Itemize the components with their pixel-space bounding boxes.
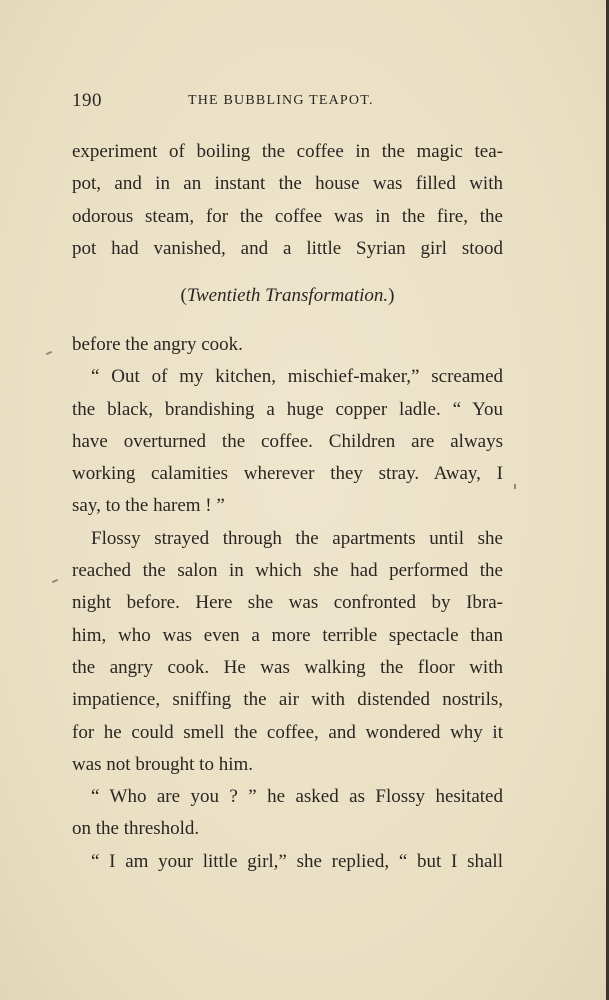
text-line: before the angry cook.	[72, 334, 243, 355]
page-header	[72, 90, 502, 116]
page-number: 190	[72, 90, 102, 111]
caption-close-paren: )	[388, 285, 395, 306]
text-line: for he could smell the coffee, and wondered why it	[72, 721, 503, 743]
text-line: pot had vanished, and a little Syrian girl stood	[72, 237, 503, 259]
text-line: odorous steam, for the coffee was in the fire, the	[72, 205, 503, 227]
caption-open-paren: (	[180, 285, 187, 306]
caption-text: Twentieth Transformation.	[186, 285, 389, 306]
text-line: have overturned the coffee. Children are always	[72, 430, 503, 452]
text-line: impatience, sniffing the air with distended nostrils,	[72, 689, 503, 711]
text-line: working calamities wherever they stray. Away, I	[72, 463, 503, 485]
text-line: was not brought to him.	[72, 753, 254, 775]
body-text-top	[72, 136, 503, 265]
text-line: pot, and in an instant the house was filled with	[72, 173, 503, 195]
text-line: experiment of boiling the coffee in the magic tea-	[72, 141, 503, 162]
illustration-caption	[72, 280, 503, 312]
text-line: him, who was even a more terrible spectacle than	[72, 624, 503, 646]
text-line: night before. Here she was confronted by Ibra-	[72, 592, 503, 614]
text-line: the angry cook. He was walking the floor with	[72, 656, 503, 678]
paper-speck	[514, 484, 516, 489]
running-head: THE BUBBLING TEAPOT.	[188, 93, 374, 108]
text-line: Flossy strayed through the apartments until she	[91, 527, 503, 549]
text-line: “ I am your little girl,” she replied, “ but I shall	[91, 850, 503, 872]
paper-speck	[46, 351, 52, 355]
body-text-bottom	[72, 329, 503, 878]
text-line: on the threshold.	[72, 818, 200, 840]
text-line: the black, brandishing a huge copper ladle. “ You	[72, 398, 503, 420]
text-line: reached the salon in which she had performed the	[72, 560, 503, 582]
text-line: “ Who are you ? ” he asked as Flossy hesitated	[91, 786, 503, 808]
paper-speck	[52, 579, 58, 583]
text-line: say, to the harem ! ”	[72, 495, 225, 517]
text-line: “ Out of my kitchen, mischief-maker,” screamed	[91, 366, 503, 388]
